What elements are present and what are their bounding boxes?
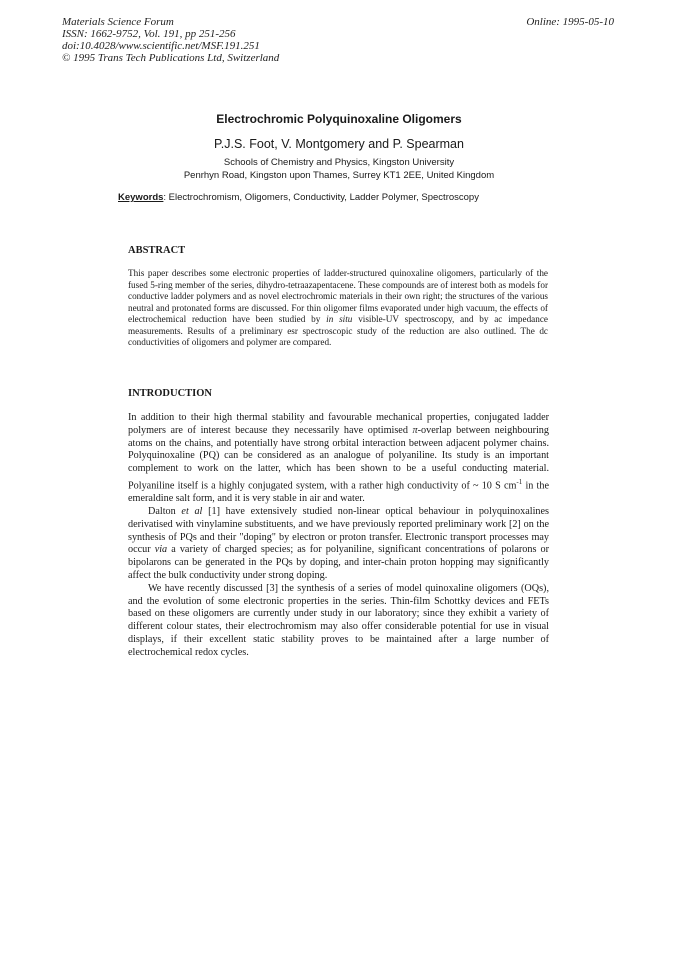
introduction-body <box>128 412 549 660</box>
intro-italic-et-al: et al <box>181 505 203 517</box>
keywords <box>118 192 479 203</box>
issn-line: ISSN: 1662-9752, Vol. 191, pp 251-256 <box>62 28 236 40</box>
paper-title: Electrochromic Polyquinoxaline Oligomers <box>216 112 462 126</box>
copyright-line: © 1995 Trans Tech Publications Ltd, Switzerland <box>62 52 280 64</box>
journal-name: Materials Science Forum <box>62 16 174 28</box>
intro-italic-via: via <box>154 544 168 556</box>
intro-paragraph-3: We have recently discussed [3] the synthesis of a series of model quinoxaline oligomers (OQs), and the evolution of some electronic properties in the series. Thin-film Schottky devices and FETs based on these oligomers are currently under study in our laboratory; since they exhibit a variety of different colour states, their electrochromism may also offer considerable potential for use in visual displays, if their excellent static stability proves to be maintained after a large number of electrochemical redox cycles. <box>128 582 549 658</box>
intro-text: Dalton <box>148 505 182 517</box>
abstract-text-part: This paper describes some electronic properties of ladder-structured quinoxaline oligomers, particularly of the fused 5-ring member of the series, dihydro-tetraazapentacene. These compounds are of interest both as models for conductive ladder polymers and as novel electrochromic materials in their own right; the structures of the various neutral and protonated forms are discussed. For thin oligomer films evaporated under high vacuum, the effects of electrochemical reduction have been studied by <box>128 268 548 324</box>
intro-paragraph-2 <box>128 506 549 583</box>
doi-line: doi:10.4028/www.scientific.net/MSF.191.251 <box>62 40 260 52</box>
online-date: Online: 1995-05-10 <box>526 16 614 28</box>
intro-paragraph-1 <box>128 412 549 506</box>
abstract-heading: ABSTRACT <box>128 245 186 256</box>
paper-authors: P.J.S. Foot, V. Montgomery and P. Spearman <box>214 137 464 151</box>
affiliation <box>0 156 678 182</box>
intro-superscript: -1 <box>516 477 523 486</box>
keywords-list: : Electrochromism, Oligomers, Conductivity, Ladder Polymer, Spectroscopy <box>163 192 479 203</box>
abstract-italic-in-situ: in situ <box>326 314 353 324</box>
journal-header <box>62 16 279 64</box>
intro-text: -overlap between neighbouring atoms on the chains, and potentially have strong orbital interaction between adjacent polymer chains. Polyquinoxaline (PQ) can be considered as an analogue of polyaniline. Its study is an important complement to work on the latter, which has been shown to be a useful conducting material. Polyaniline itself is a highly conjugated system, with a rather high conductivity of ~ 10 S cm <box>128 424 549 492</box>
keywords-label: Keywords <box>118 192 164 203</box>
intro-text: In addition to their high thermal stability and favourable mechanical properties, conjugated ladder polymers are of interest because they necessarily have optimised <box>128 412 549 436</box>
affiliation-line-1: Schools of Chemistry and Physics, Kingston University <box>223 157 455 168</box>
abstract-body <box>128 268 548 349</box>
intro-text: a variety of charged species; as for polyaniline, significant concentrations of polarons or bipolarons can be generated in the PQs by doping, and inter-chain proton hopping may significantly affect the bulk conductivity under strong doping. <box>128 544 549 581</box>
intro-text: in the emeraldine salt form, and it is very stable in air and water. <box>128 480 549 505</box>
intro-text: [1] have extensively studied non-linear optical behaviour in polyquinoxalines derivatised with vinylamine substituents, and we have previously reported preliminary work [2] on the synthesis of PQs and their "doping" by electron or proton transfer. Electronic transport processes may occur <box>128 505 549 556</box>
affiliation-line-2: Penrhyn Road, Kingston upon Thames, Surrey KT1 2EE, United Kingdom <box>183 170 495 181</box>
introduction-heading: INTRODUCTION <box>128 388 213 399</box>
intro-pi-symbol: π <box>412 424 418 436</box>
abstract-text-part: visible-UV spectroscopy, and by ac impedance measurements. Results of a preliminary esr spectroscopic study of the reduction are also outlined. The dc conductivities of oligomers and polymer are compared. <box>128 314 548 347</box>
